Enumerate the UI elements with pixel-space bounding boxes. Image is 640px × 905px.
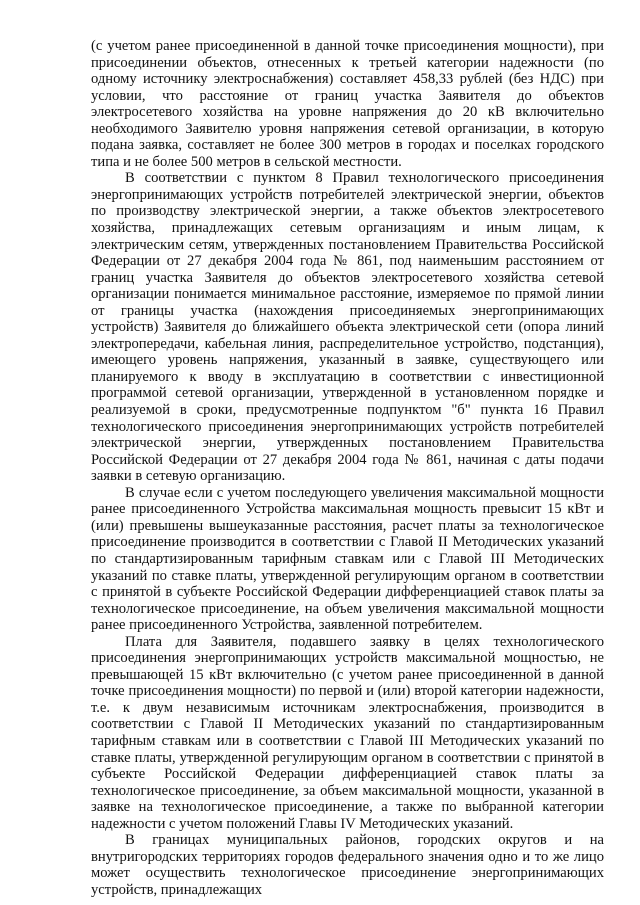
paragraph-4: Плата для Заявителя, подавшего заявку в целях технологического присоединения энергопринимающих устройств максимальной мощностью, не превышающей 15 кВт включительно (с учетом ранее присоединенной в данной точке присоединения мощности) по первой и (или) второй категории надежности, т.е. к двум независимым источникам электроснабжения, производится в соответствии с Главой II Методических указаний по стандартизированным тарифным ставкам или в соответствии с Главой III Методических указаний по ставке платы, утвержденной регулирующим органом в соответствии с принятой в субъекте Российской Федерации дифференциацией ставок платы за технологическое присоединение, за объем максимальной мощности, указанной в заявке на технологическое присоединение, а также по выбранной категории надежности с учетом положений Главы IV Методических указаний. [91,633,604,832]
paragraph-5: В границах муниципальных районов, городских округов и на внутригородских территориях городов федерального значения одно и то же лицо может осуществить технологическое присоединение энергопринимающих устройств, принадлежащих [91,832,604,898]
paragraph-3: В случае если с учетом последующего увеличения максимальной мощности ранее присоединенного Устройства максимальная мощность превысит 15 кВт и (или) превышены вышеуказанные расстояния, расчет платы за технологическое присоединение производится в соответствии с Главой II Методических указаний по стандартизированным тарифным ставкам или с Главой III Методических указаний по ставке платы, утвержденной регулирующим органом в соответствии с принятой в субъекте Российской Федерации дифференциацией ставок платы за технологическое присоединение, на объем увеличения максимальной мощности ранее присоединенного Устройства, заявленной потребителем. [91,484,604,634]
paragraph-2: В соответствии с пунктом 8 Правил технологического присоединения энергопринимающих устройств потребителей электрической энергии, объектов по производству электрической энергии, а также объектов электросетевого хозяйства, принадлежащих сетевым организациям и иным лицам, к электрическим сетям, утвержденных постановлением Правительства Российской Федерации от 27 декабря 2004 года № 861, под наименьшим расстоянием от границ участка Заявителя до объектов электросетевого хозяйства сетевой организации понимается минимальное расстояние, измеряемое по прямой линии от границы участка (нахождения присоединяемых энергопринимающих устройств) Заявителя до ближайшего объекта электрической сети (опора линий электропередачи, кабельная линия, распределительное устройство, подстанция), имеющего уровень напряжения, указанный в заявке, существующего или планируемого к вводу в эксплуатацию в соответствии с инвестиционной программой сетевой организации, утвержденной в установленном порядке и реализуемой в сроки, предусмотренные подпунктом "б" пункта 16 Правил технологического присоединения энергопринимающих устройств потребителей электрической энергии, утвержденных постановлением Правительства Российской Федерации от 27 декабря 2004 года № 861, начиная с даты подачи заявки в сетевую организацию. [91,170,604,485]
document-page [91,38,604,898]
paragraph-1: (с учетом ранее присоединенной в данной точке присоединения мощности), при присоединении объектов, отнесенных к третьей категории надежности (по одному источнику электроснабжения) составляет 458,33 рублей (без НДС) при условии, что расстояние от границ участка Заявителя до объектов электросетевого хозяйства на уровне напряжения до 20 кВ включительно необходимого Заявителю уровня напряжения сетевой организации, в которую подана заявка, составляет не более 300 метров в городах и поселках городского типа и не более 500 метров в сельской местности. [91,38,604,170]
